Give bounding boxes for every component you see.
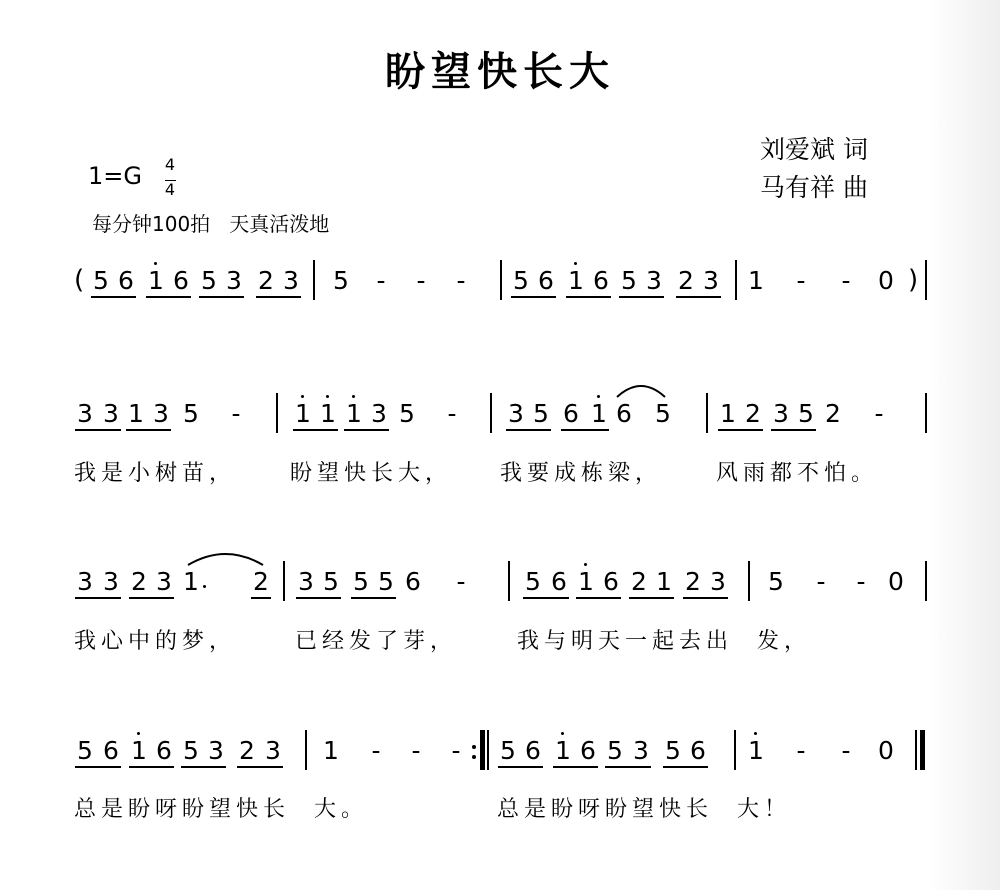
note: 6 xyxy=(690,736,706,765)
note: 1 xyxy=(578,567,594,596)
eighth-underline xyxy=(663,766,708,768)
note: 3 xyxy=(77,567,93,596)
note: 5 xyxy=(513,266,529,295)
eighth-underline xyxy=(506,429,551,431)
lyric-phrase: 已经发了芽， xyxy=(295,629,458,654)
note: - xyxy=(411,736,421,765)
eighth-underline xyxy=(351,597,396,599)
eighth-underline xyxy=(344,429,389,431)
lyric-phrase: 我心中的梦， xyxy=(74,629,237,654)
barline xyxy=(276,393,278,433)
barline xyxy=(313,260,315,300)
note: 2 xyxy=(131,567,147,596)
barline xyxy=(735,260,737,300)
note: - xyxy=(456,266,466,295)
note: 2 xyxy=(745,399,761,428)
note: 6 xyxy=(580,736,596,765)
eighth-underline xyxy=(718,429,763,431)
note: 3 xyxy=(371,399,387,428)
time-signature-top: 4 xyxy=(164,155,176,174)
note: - xyxy=(447,399,457,428)
note: - xyxy=(231,399,241,428)
note: 3 xyxy=(283,266,299,295)
page-edge-shadow xyxy=(930,0,1000,890)
note: 5 xyxy=(533,399,549,428)
note: 0 xyxy=(888,567,904,596)
barline xyxy=(490,393,492,433)
slur-arc xyxy=(188,547,263,567)
note: 3 xyxy=(208,736,224,765)
note: 1 xyxy=(555,736,571,765)
note: 1 xyxy=(591,399,607,428)
eighth-underline xyxy=(75,766,121,768)
note: - xyxy=(456,567,466,596)
barline xyxy=(915,730,917,770)
high-octave-dot xyxy=(754,732,757,735)
eighth-underline xyxy=(629,597,674,599)
note: 3 xyxy=(298,567,314,596)
note: 1 xyxy=(128,399,144,428)
barline xyxy=(925,260,927,300)
lyric-phrase: 我是小树苗， xyxy=(74,461,237,486)
note: 1 xyxy=(323,736,339,765)
slur-arc xyxy=(617,379,665,399)
barline xyxy=(925,393,927,433)
eighth-underline xyxy=(561,429,609,431)
final-barline xyxy=(480,730,485,770)
note: 5 xyxy=(798,399,814,428)
eighth-underline xyxy=(75,597,121,599)
eighth-underline xyxy=(676,296,721,298)
note: - xyxy=(371,736,381,765)
note: 3 xyxy=(153,399,169,428)
note: 5 xyxy=(655,399,671,428)
note: 3 xyxy=(226,266,242,295)
note: 5 xyxy=(665,736,681,765)
high-octave-dot xyxy=(352,395,355,398)
note: 3 xyxy=(156,567,172,596)
note: 1 xyxy=(183,567,199,596)
note: 6 xyxy=(103,736,119,765)
note: - xyxy=(796,266,806,295)
note: 6 xyxy=(616,399,632,428)
note: 3 xyxy=(77,399,93,428)
eighth-underline xyxy=(146,296,191,298)
eighth-underline xyxy=(126,429,171,431)
eighth-underline xyxy=(566,296,611,298)
note: - xyxy=(841,736,851,765)
note: - xyxy=(841,266,851,295)
note: 0 xyxy=(878,736,894,765)
high-octave-dot xyxy=(584,563,587,566)
eighth-underline xyxy=(523,597,569,599)
tempo-marking: 每分钟100拍 天真活泼地 xyxy=(92,212,330,236)
note: - xyxy=(451,736,461,765)
barline xyxy=(706,393,708,433)
key-signature: 1=G xyxy=(88,162,142,190)
intro-open-paren: ( xyxy=(74,265,85,295)
note: 6 xyxy=(173,266,189,295)
note: 3 xyxy=(703,266,719,295)
eighth-underline xyxy=(296,597,341,599)
note: 2 xyxy=(239,736,255,765)
eighth-underline xyxy=(91,296,136,298)
note: 5 xyxy=(378,567,394,596)
time-signature-bottom: 4 xyxy=(164,180,176,199)
note: 5 xyxy=(525,567,541,596)
note: 5 xyxy=(607,736,623,765)
note: 1 xyxy=(148,266,164,295)
note: 1 xyxy=(568,266,584,295)
note: 5 xyxy=(399,399,415,428)
note: - xyxy=(796,736,806,765)
note: 2 xyxy=(685,567,701,596)
note: 6 xyxy=(603,567,619,596)
note: 5 xyxy=(93,266,109,295)
barline xyxy=(487,730,489,770)
eighth-underline xyxy=(256,296,301,298)
note: 6 xyxy=(551,567,567,596)
repeat-dot xyxy=(472,745,476,749)
barline xyxy=(925,561,927,601)
eighth-underline xyxy=(683,597,728,599)
note: 6 xyxy=(538,266,554,295)
note: - xyxy=(376,266,386,295)
note: 5 xyxy=(500,736,516,765)
note: 3 xyxy=(265,736,281,765)
note: 2 xyxy=(253,567,269,596)
note: 2 xyxy=(258,266,274,295)
note: 5 xyxy=(183,736,199,765)
note: 0 xyxy=(878,266,894,295)
note: 6 xyxy=(593,266,609,295)
note: 3 xyxy=(646,266,662,295)
lyric-phrase: 我要成栋梁， xyxy=(500,461,663,486)
note: 2 xyxy=(825,399,841,428)
note: - xyxy=(816,567,826,596)
eighth-underline xyxy=(511,296,556,298)
eighth-underline xyxy=(553,766,598,768)
eighth-underline xyxy=(251,597,271,599)
final-barline xyxy=(920,730,925,770)
note: 3 xyxy=(103,567,119,596)
note: 5 xyxy=(77,736,93,765)
note: 1 xyxy=(748,736,764,765)
note: 6 xyxy=(156,736,172,765)
eighth-underline xyxy=(199,296,244,298)
note: 1 xyxy=(131,736,147,765)
eighth-underline xyxy=(129,766,174,768)
note: 2 xyxy=(631,567,647,596)
note: 1 xyxy=(720,399,736,428)
lyricist-credit: 刘爱斌 词 xyxy=(760,135,868,164)
note: 6 xyxy=(525,736,541,765)
eighth-underline xyxy=(771,429,816,431)
barline xyxy=(283,561,285,601)
note: - xyxy=(856,567,866,596)
note: 1 xyxy=(656,567,672,596)
barline xyxy=(508,561,510,601)
lyric-phrase: 总是盼呀盼望快长 大！ xyxy=(497,797,791,822)
eighth-underline xyxy=(75,429,121,431)
eighth-underline xyxy=(619,296,664,298)
eighth-underline xyxy=(576,597,621,599)
lyric-phrase: 我与明天一起去出 发， xyxy=(517,629,811,654)
eighth-underline xyxy=(237,766,283,768)
note: 3 xyxy=(633,736,649,765)
note: 3 xyxy=(508,399,524,428)
lyric-phrase: 风雨都不怕。 xyxy=(716,461,879,486)
barline xyxy=(734,730,736,770)
note: 6 xyxy=(118,266,134,295)
note: 1 xyxy=(320,399,336,428)
barline xyxy=(748,561,750,601)
lyric-phrase: 盼望快长大， xyxy=(290,461,453,486)
composer-credit: 马有祥 曲 xyxy=(760,173,868,202)
note: 1 xyxy=(748,266,764,295)
note: 1 xyxy=(295,399,311,428)
eighth-underline xyxy=(181,766,226,768)
note: 1 xyxy=(346,399,362,428)
barline xyxy=(500,260,502,300)
high-octave-dot xyxy=(326,395,329,398)
augmentation-dot xyxy=(203,585,206,588)
song-title: 盼望快长大 xyxy=(385,48,615,95)
note: 6 xyxy=(563,399,579,428)
high-octave-dot xyxy=(137,732,140,735)
note: 5 xyxy=(353,567,369,596)
intro-close-paren: ) xyxy=(908,265,919,295)
note: 5 xyxy=(768,567,784,596)
note: 3 xyxy=(773,399,789,428)
eighth-underline xyxy=(605,766,651,768)
note: 5 xyxy=(333,266,349,295)
high-octave-dot xyxy=(574,262,577,265)
note: 5 xyxy=(323,567,339,596)
note: 6 xyxy=(405,567,421,596)
note: 3 xyxy=(710,567,726,596)
note: 5 xyxy=(621,266,637,295)
note: 5 xyxy=(201,266,217,295)
repeat-dot xyxy=(472,755,476,759)
note: - xyxy=(416,266,426,295)
barline xyxy=(305,730,307,770)
eighth-underline xyxy=(293,429,338,431)
note: 5 xyxy=(183,399,199,428)
note: 2 xyxy=(678,266,694,295)
high-octave-dot xyxy=(301,395,304,398)
note: 3 xyxy=(103,399,119,428)
high-octave-dot xyxy=(154,262,157,265)
lyric-phrase: 总是盼呀盼望快长 大。 xyxy=(74,797,368,822)
eighth-underline xyxy=(129,597,174,599)
eighth-underline xyxy=(498,766,543,768)
note: - xyxy=(874,399,884,428)
high-octave-dot xyxy=(561,732,564,735)
high-octave-dot xyxy=(597,395,600,398)
